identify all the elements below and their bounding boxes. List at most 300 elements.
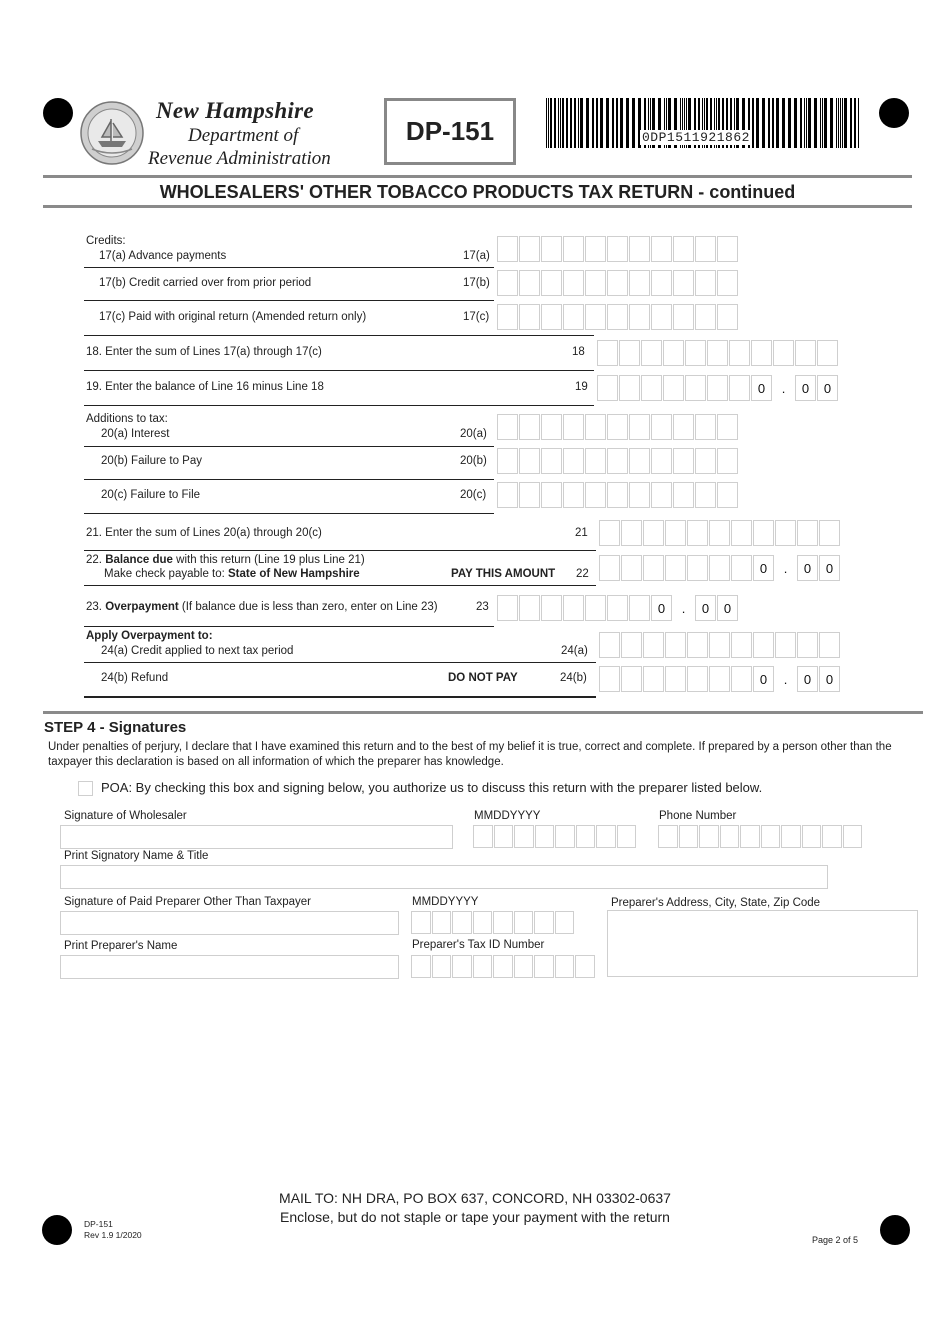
line-24a-amount-input[interactable] <box>599 632 841 660</box>
barcode-bar <box>756 98 759 148</box>
line-24a-number: 24(a) <box>561 645 588 657</box>
digit-cell: 0 <box>753 666 774 692</box>
digit-cell: . <box>783 560 788 576</box>
credits-heading: Credits: <box>86 235 126 247</box>
digit-cell <box>619 375 640 401</box>
digit-cell <box>709 520 730 546</box>
line-17a-amount-input[interactable] <box>497 236 739 264</box>
separator <box>84 662 596 663</box>
barcode-bar <box>772 98 774 148</box>
poa-checkbox[interactable] <box>78 781 93 796</box>
digit-cell <box>761 825 781 848</box>
digit-cell <box>643 666 664 692</box>
signature-preparer-label: Signature of Paid Preparer Other Than Taxpayer <box>64 896 311 908</box>
digit-cell <box>795 340 816 366</box>
page-title: WHOLESALERS' OTHER TOBACCO PRODUCTS TAX RETURN - continued <box>159 182 796 202</box>
digit-cell <box>473 825 493 848</box>
line-18-number: 18 <box>572 346 585 358</box>
digit-cell <box>535 825 555 848</box>
page-number: Page 2 of 5 <box>812 1235 859 1245</box>
digit-cell <box>665 520 686 546</box>
digit-cell <box>673 448 694 474</box>
barcode-bar <box>840 98 841 148</box>
phone-number-label: Phone Number <box>659 810 737 822</box>
digit-cell <box>673 304 694 330</box>
digit-cell <box>541 448 562 474</box>
barcode-bar <box>808 98 811 148</box>
line-23-number: 23 <box>476 601 489 613</box>
barcode-bar <box>560 98 561 148</box>
digit-cell <box>411 911 431 934</box>
digit-cell <box>411 955 431 978</box>
signature-preparer-field[interactable] <box>60 911 399 935</box>
preparer-address-field[interactable] <box>607 910 918 977</box>
separator <box>84 585 596 586</box>
barcode-bar <box>814 98 817 148</box>
separator <box>84 446 494 447</box>
digit-cell <box>432 955 452 978</box>
barcode-bar <box>820 98 821 148</box>
line-24b-number: 24(b) <box>560 672 587 684</box>
digit-cell <box>775 632 796 658</box>
digit-cell <box>519 304 540 330</box>
barcode-bar <box>844 98 847 148</box>
digit-cell <box>717 414 738 440</box>
agency-state-name: New Hampshire <box>156 98 314 123</box>
line-18-label: 18. Enter the sum of Lines 17(a) through 17(c) <box>86 346 322 358</box>
barcode-bar <box>824 98 827 148</box>
digit-cell <box>651 270 672 296</box>
barcode-bar <box>616 98 618 148</box>
digit-cell <box>775 520 796 546</box>
digit-cell <box>709 632 730 658</box>
digit-cell <box>687 666 708 692</box>
digit-cell <box>621 555 642 581</box>
agency-department-line1: Department of <box>188 125 299 146</box>
digit-cell <box>555 825 575 848</box>
barcode-bar <box>626 98 629 148</box>
digit-cell <box>673 236 694 262</box>
digit-cell <box>685 340 706 366</box>
digit-cell <box>541 482 562 508</box>
digit-cell <box>514 825 534 848</box>
digit-cell <box>687 632 708 658</box>
digit-cell: 0 <box>817 375 838 401</box>
digit-cell <box>651 482 672 508</box>
digit-cell <box>534 955 554 978</box>
barcode-bar <box>782 98 785 148</box>
line-20a-label: 20(a) Interest <box>101 428 170 440</box>
digit-cell <box>629 595 650 621</box>
line-24b-amount-input[interactable] <box>599 666 841 694</box>
digit-cell <box>822 825 842 848</box>
digit-cell <box>707 340 728 366</box>
barcode-bar <box>570 98 572 148</box>
digit-cell <box>514 955 534 978</box>
digit-cell <box>797 632 818 658</box>
digit-cell <box>709 666 730 692</box>
digit-cell: . <box>783 671 788 687</box>
digit-cell <box>575 955 595 978</box>
preparer-address-label: Preparer's Address, City, State, Zip Code <box>611 897 821 909</box>
barcode-bar <box>830 98 833 148</box>
digit-cell <box>731 520 752 546</box>
digit-cell <box>740 825 760 848</box>
digit-cell <box>599 555 620 581</box>
digit-cell <box>629 270 650 296</box>
line-20b-number: 20(b) <box>460 455 487 467</box>
line-19-number: 19 <box>575 381 588 393</box>
barcode-bar <box>794 98 797 148</box>
line-17c-number: 17(c) <box>463 311 490 323</box>
barcode-bar <box>580 98 583 148</box>
line-17b-number: 17(b) <box>463 277 490 289</box>
separator <box>84 513 494 514</box>
digit-cell <box>720 825 740 848</box>
digit-cell <box>699 825 719 848</box>
barcode-bar <box>858 98 859 148</box>
digit-cell <box>687 555 708 581</box>
registration-mark-top-right <box>879 98 909 128</box>
line-20c-label: 20(c) Failure to File <box>101 489 201 501</box>
line-20b-label: 20(b) Failure to Pay <box>101 455 202 467</box>
digit-cell <box>717 482 738 508</box>
digit-cell <box>663 375 684 401</box>
form-id-box: DP-151 <box>384 98 516 165</box>
additions-heading: Additions to tax: <box>86 413 168 425</box>
digit-cell <box>629 482 650 508</box>
digit-cell: 0 <box>717 595 738 621</box>
line-17c-amount-input[interactable] <box>497 304 739 332</box>
digit-cell <box>717 304 738 330</box>
digit-cell <box>497 236 518 262</box>
apply-overpayment-heading: Apply Overpayment to: <box>86 630 213 642</box>
digit-cell <box>563 270 584 296</box>
digit-cell <box>641 340 662 366</box>
barcode-bar <box>548 98 549 148</box>
line-21-label: 21. Enter the sum of Lines 20(a) through 20(c) <box>86 527 322 539</box>
digit-cell <box>596 825 616 848</box>
digit-cell <box>497 414 518 440</box>
digit-cell <box>607 448 628 474</box>
digit-cell <box>817 340 838 366</box>
digit-cell <box>473 955 493 978</box>
digit-cell <box>843 825 863 848</box>
barcode-bar <box>850 98 852 148</box>
separator <box>84 696 596 698</box>
digit-cell <box>563 482 584 508</box>
barcode-bar <box>612 98 614 148</box>
barcode-bar <box>806 98 807 148</box>
digit-cell <box>519 270 540 296</box>
digit-cell <box>695 482 716 508</box>
date-label-1: MMDDYYYY <box>474 810 541 822</box>
registration-mark-top-left <box>43 98 73 128</box>
line-20a-number: 20(a) <box>460 428 487 440</box>
barcode-bar <box>788 98 791 148</box>
digit-cell <box>819 632 840 658</box>
digit-cell <box>497 304 518 330</box>
date-input-2[interactable] <box>411 911 575 935</box>
line-19-amount-input[interactable] <box>597 375 839 403</box>
title-rule-bottom <box>43 205 912 208</box>
barcode-bar <box>546 98 547 148</box>
digit-cell <box>665 555 686 581</box>
digit-cell <box>452 911 472 934</box>
digit-cell <box>599 632 620 658</box>
digit-cell <box>585 236 606 262</box>
barcode-bar <box>578 98 579 148</box>
digit-cell <box>541 304 562 330</box>
digit-cell <box>621 632 642 658</box>
section-rule <box>43 711 923 714</box>
digit-cell <box>494 825 514 848</box>
digit-cell <box>555 955 575 978</box>
digit-cell <box>673 414 694 440</box>
digit-cell <box>585 482 606 508</box>
digit-cell <box>629 304 650 330</box>
barcode-bar <box>768 98 770 148</box>
digit-cell <box>563 304 584 330</box>
digit-cell <box>695 270 716 296</box>
barcode-bar <box>752 98 754 148</box>
line-23-amount-input[interactable] <box>497 595 739 623</box>
digit-cell <box>541 270 562 296</box>
barcode-number: 0DP1511921862 <box>642 130 750 145</box>
digit-cell <box>534 911 554 934</box>
line-21-amount-input[interactable] <box>599 520 841 548</box>
separator <box>84 626 494 627</box>
digit-cell <box>773 340 794 366</box>
digit-cell <box>629 448 650 474</box>
barcode-bar <box>842 98 843 148</box>
digit-cell <box>514 911 534 934</box>
line-21-number: 21 <box>575 527 588 539</box>
digit-cell <box>585 270 606 296</box>
digit-cell <box>541 595 562 621</box>
print-signatory-field[interactable] <box>60 865 828 889</box>
barcode-bar <box>600 98 603 148</box>
separator <box>84 267 494 268</box>
digit-cell <box>717 270 738 296</box>
line-17b-amount-input[interactable] <box>497 270 739 298</box>
barcode-bar <box>836 98 837 148</box>
line-22-label: 22. Balance due with this return (Line 19 plus Line 21) <box>86 554 365 566</box>
line-24b-label: 24(b) Refund <box>101 672 169 684</box>
digit-cell <box>621 666 642 692</box>
digit-cell <box>585 414 606 440</box>
line-22-number: 22 <box>576 568 589 580</box>
line-17a-number: 17(a) <box>463 250 490 262</box>
barcode-bar <box>562 98 564 148</box>
digit-cell <box>651 304 672 330</box>
footer-revision: Rev 1.9 1/2020 <box>84 1230 142 1240</box>
line-20a-amount-input[interactable] <box>497 414 739 442</box>
digit-cell <box>563 236 584 262</box>
digit-cell <box>519 595 540 621</box>
line-18-amount-input[interactable] <box>597 340 839 368</box>
digit-cell <box>651 414 672 440</box>
phone-number-input[interactable] <box>658 825 863 849</box>
digit-cell <box>685 375 706 401</box>
digit-cell <box>563 595 584 621</box>
digit-cell <box>731 632 752 658</box>
digit-cell <box>541 236 562 262</box>
signatures-heading: STEP 4 - Signatures <box>44 719 187 736</box>
digit-cell <box>629 236 650 262</box>
digit-cell: 0 <box>795 375 816 401</box>
digit-cell <box>665 632 686 658</box>
print-signatory-label: Print Signatory Name & Title <box>64 850 209 862</box>
digit-cell <box>643 632 664 658</box>
digit-cell: 0 <box>797 555 818 581</box>
digit-cell: . <box>781 380 786 396</box>
barcode-bar <box>592 98 594 148</box>
digit-cell <box>585 304 606 330</box>
digit-cell <box>519 448 540 474</box>
barcode-bar <box>574 98 576 148</box>
date-input-1[interactable] <box>473 825 637 849</box>
barcode-bar <box>620 98 623 148</box>
digit-cell <box>729 375 750 401</box>
digit-cell <box>753 520 774 546</box>
digit-cell: 0 <box>753 555 774 581</box>
digit-cell <box>541 414 562 440</box>
digit-cell <box>707 375 728 401</box>
pay-this-amount-label: PAY THIS AMOUNT <box>451 568 556 580</box>
do-not-pay-label: DO NOT PAY <box>448 672 518 684</box>
separator <box>84 300 494 301</box>
barcode-bar <box>606 98 609 148</box>
line-17a-label: 17(a) Advance payments <box>99 250 227 262</box>
print-preparer-label: Print Preparer's Name <box>64 940 178 952</box>
digit-cell <box>641 375 662 401</box>
barcode-bar <box>800 98 802 148</box>
barcode-bar <box>804 98 805 148</box>
digit-cell <box>651 236 672 262</box>
digit-cell <box>781 825 801 848</box>
digit-cell <box>497 270 518 296</box>
line-22-payable-note: Make check payable to: State of New Hampshire <box>104 568 360 580</box>
title-rule-top <box>43 175 912 178</box>
preparer-tax-id-label: Preparer's Tax ID Number <box>412 939 545 951</box>
digit-cell <box>619 340 640 366</box>
barcode-bar <box>558 98 559 148</box>
digit-cell: 0 <box>797 666 818 692</box>
digit-cell <box>473 911 493 934</box>
digit-cell <box>607 270 628 296</box>
digit-cell <box>497 595 518 621</box>
digit-cell <box>621 520 642 546</box>
barcode-bar <box>822 98 823 148</box>
digit-cell <box>585 595 606 621</box>
barcode-bar <box>854 98 856 148</box>
line-20c-amount-input[interactable] <box>497 482 739 510</box>
barcode-bar <box>762 98 765 148</box>
line-24a-label: 24(a) Credit applied to next tax period <box>101 645 294 657</box>
barcode-bar <box>776 98 779 148</box>
digit-cell: 0 <box>819 666 840 692</box>
digit-cell <box>651 448 672 474</box>
digit-cell <box>751 340 772 366</box>
digit-cell: 0 <box>819 555 840 581</box>
poa-statement: POA: By checking this box and signing below, you authorize us to discuss this return with the preparer listed below. <box>101 780 763 795</box>
digit-cell <box>519 414 540 440</box>
digit-cell <box>717 448 738 474</box>
barcode-bar <box>632 98 635 148</box>
digit-cell <box>497 482 518 508</box>
line-22-amount-input[interactable] <box>599 555 841 583</box>
digit-cell <box>802 825 822 848</box>
digit-cell <box>607 236 628 262</box>
digit-cell <box>679 825 699 848</box>
line-19-label: 19. Enter the balance of Line 16 minus Line 18 <box>86 381 324 393</box>
digit-cell <box>519 236 540 262</box>
date-label-2: MMDDYYYY <box>412 896 479 908</box>
digit-cell <box>452 955 472 978</box>
digit-cell <box>555 911 575 934</box>
digit-cell <box>493 911 513 934</box>
barcode-bar <box>586 98 589 148</box>
agency-department-line2: Revenue Administration <box>148 148 331 169</box>
digit-cell: 0 <box>751 375 772 401</box>
signature-wholesaler-field[interactable] <box>60 825 453 849</box>
digit-cell <box>709 555 730 581</box>
digit-cell <box>695 414 716 440</box>
digit-cell <box>673 482 694 508</box>
digit-cell <box>493 955 513 978</box>
enclose-instruction: Enclose, but do not staple or tape your payment with the return <box>280 1209 670 1225</box>
print-preparer-field[interactable] <box>60 955 399 979</box>
digit-cell <box>663 340 684 366</box>
line-20b-amount-input[interactable] <box>497 448 739 476</box>
footer-form-code: DP-151 <box>84 1219 113 1229</box>
digit-cell <box>563 414 584 440</box>
digit-cell <box>617 825 637 848</box>
separator <box>84 370 594 371</box>
digit-cell <box>599 520 620 546</box>
digit-cell <box>597 340 618 366</box>
digit-cell <box>695 448 716 474</box>
barcode-bar <box>838 98 839 148</box>
line-17b-label: 17(b) Credit carried over from prior period <box>99 277 312 289</box>
digit-cell <box>629 414 650 440</box>
digit-cell <box>797 520 818 546</box>
line-20c-number: 20(c) <box>460 489 487 501</box>
separator <box>84 550 596 551</box>
digit-cell <box>497 448 518 474</box>
digit-cell <box>731 666 752 692</box>
digit-cell <box>643 555 664 581</box>
preparer-tax-id-input[interactable] <box>411 955 596 979</box>
digit-cell <box>819 520 840 546</box>
barcode-bar <box>554 98 556 148</box>
digit-cell <box>753 632 774 658</box>
separator <box>84 335 594 336</box>
state-seal-logo <box>80 101 144 165</box>
line-23-label: 23. Overpayment (If balance due is less than zero, enter on Line 23) <box>86 601 438 613</box>
digit-cell <box>597 375 618 401</box>
perjury-statement: Under penalties of perjury, I declare that I have examined this return and to the best of my belief it is true, correct and complete. If prepared by a person other than the taxpayer this declaration is based on all information of which the preparer has knowledge. <box>48 741 892 768</box>
digit-cell <box>658 825 678 848</box>
separator <box>84 405 594 406</box>
digit-cell <box>665 666 686 692</box>
line-17c-label: 17(c) Paid with original return (Amended return only) <box>99 311 367 323</box>
barcode-bar <box>596 98 598 148</box>
signature-wholesaler-label: Signature of Wholesaler <box>64 810 187 822</box>
digit-cell <box>687 520 708 546</box>
digit-cell <box>607 414 628 440</box>
